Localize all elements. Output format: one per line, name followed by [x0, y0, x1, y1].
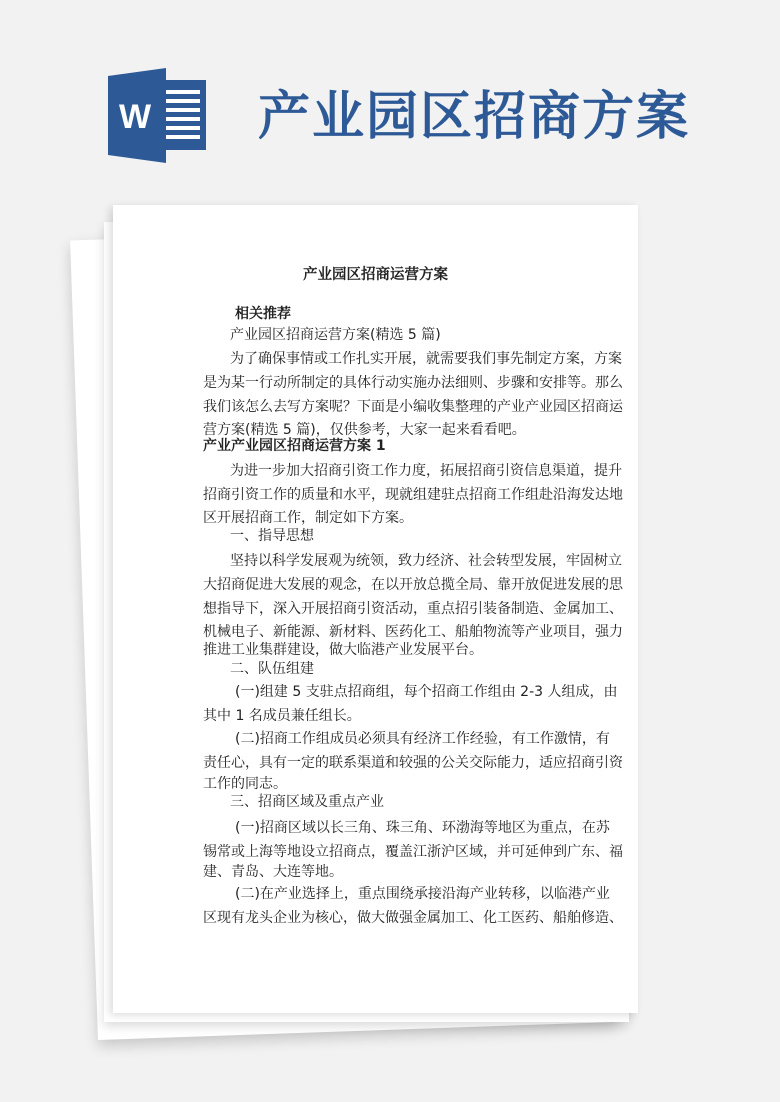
document-page: [113, 205, 638, 1013]
text-line: 区现有龙头企业为核心，做大做强金属加工、化工医药、船舶修造、: [203, 910, 623, 926]
text-line: 区开展招商工作，制定如下方案。: [203, 510, 413, 526]
subheading: 一、指导思想: [230, 528, 314, 544]
text-line: 我们该怎么去写方案呢？下面是小编收集整理的产业产业园区招商运: [203, 399, 623, 415]
banner-title: 产业园区招商方案: [258, 86, 691, 147]
text-line: 为进一步加大招商引资工作力度，拓展招商引资信息渠道，提升: [230, 463, 622, 479]
related-label: 相关推荐: [235, 306, 291, 322]
text-line: 建、青岛、大连等地。: [203, 864, 343, 880]
text-line: 坚持以科学发展观为统领，致力经济、社会转型发展，牢固树立: [230, 553, 622, 569]
subheading: 三、招商区域及重点产业: [230, 794, 384, 810]
text-line: 机械电子、新能源、新材料、医药化工、船舶物流等产业项目，强力: [203, 624, 623, 640]
subtitle: 产业园区招商运营方案(精选 5 篇): [230, 327, 441, 343]
section-heading: 产业产业园区招商运营方案 1: [203, 438, 386, 454]
text-line: 工作的同志。: [203, 776, 287, 792]
text-line: 大招商促进大发展的观念，在以开放总揽全局、靠开放促进发展的思: [203, 577, 623, 593]
text-line: (二)在产业选择上，重点围绕承接沿海产业转移，以临港产业: [235, 886, 610, 902]
text-line: 推进工业集群建设，做大临港产业发展平台。: [203, 642, 483, 658]
text-line: (一)招商区域以长三角、珠三角、环渤海等地区为重点，在苏: [235, 820, 610, 836]
text-line: 其中 1 名成员兼任组长。: [203, 708, 361, 724]
text-line: 招商引资工作的质量和水平，现就组建驻点招商工作组赴沿海发达地: [203, 487, 623, 503]
text-line: 想指导下，深入开展招商引资活动，重点招引装备制造、金属加工、: [203, 601, 623, 617]
text-line: 责任心，具有一定的联系渠道和较强的公关交际能力，适应招商引资: [203, 755, 623, 771]
text-line: 营方案(精选 5 篇)，仅供参考，大家一起来看看吧。: [203, 422, 526, 438]
text-line: 是为某一行动所制定的具体行动实施办法细则、步骤和安排等。那么: [203, 375, 623, 391]
word-icon: [108, 68, 208, 163]
subheading: 二、队伍组建: [230, 661, 314, 677]
text-line: (二)招商工作组成员必须具有经济工作经验，有工作激情，有: [235, 731, 610, 747]
text-line: 锡常或上海等地设立招商点，覆盖江浙沪区域，并可延伸到广东、福: [203, 844, 623, 860]
svg-text:W: W: [118, 98, 152, 136]
text-line: (一)组建 5 支驻点招商组，每个招商工作组由 2-3 人组成，由: [235, 684, 618, 700]
document-title: 产业园区招商运营方案: [303, 267, 448, 283]
text-line: 为了确保事情或工作扎实开展，就需要我们事先制定方案，方案: [230, 351, 622, 367]
